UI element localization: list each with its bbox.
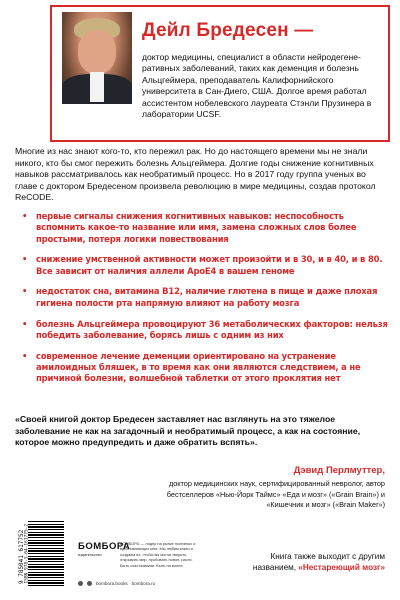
bullet-icon: • — [22, 211, 28, 221]
bullet-icon: • — [22, 254, 28, 265]
intro-paragraph: Многие из нас знают кого-то, кто пережил рак. Но до настоящего времени мы не знали никого, кто бы смог пережить болезнь Альцгеймера. Долгие годы снижение когнитивных навыков рассматривалось как необратимый процесс. Но в 2017 году группа ученых во главе с доктором Бредесеном произвела революцию в мире медицины, создав протокол ReCODE. — [15, 146, 376, 203]
author-bio: доктор медицины, специалист в области нейродегене-ративных заболеваний, таких как деменция и болезнь Альцгеймера, преподаватель Калифорнийского университета в Сан-Диего, США. Долгое время работал ассистентом нобелевского лауреата Стэнли Прузинера в лаборатории UCSF. — [142, 52, 372, 120]
fact-item: • первые сигналы снижения когнитивных навыков: неспособность вспомнить какое-то название или имя, замена сложных слов более простыми, потеря логики повествования — [22, 211, 357, 244]
bullet-icon: • — [22, 318, 28, 329]
publisher-social — [78, 581, 155, 586]
isbn-digits: 9 785041 617752 — [18, 529, 25, 584]
barcode-bars — [28, 520, 64, 586]
isbn-text: ISBN 978-5-04-161775-2 — [24, 523, 30, 584]
publisher-subtitle: издательство — [78, 553, 102, 557]
alternate-title-prefix: Книга также выходит с другим названием, — [252, 552, 385, 572]
quote-author: Дэвид Перлмуттер, — [293, 465, 385, 476]
publisher-description: БОМБОРА — лидер на рынке полезных и вдохновляющих книг. Мы любим книги и создаем их, чтобы вы могли творить, открывать мир, пробовать новое, расти. Быть счастливыми. Быть на волне. — [120, 541, 196, 568]
author-photo — [62, 12, 132, 104]
social-icon — [78, 581, 83, 586]
publisher-site: bombora.ru — [131, 581, 156, 586]
quote-credentials: доктор медицинских наук, сертифицированный невролог, автор бестселлеров «Нью-Йорк Таймс» «Еда и мозг» («Grain Brain») и «Кишечник и мозг» («Brain Maker») — [166, 479, 385, 509]
social-handle: bombora.books — [96, 581, 128, 586]
alternate-title: «Нестареющий мозг» — [298, 562, 385, 572]
review-quote: «Своей книгой доктор Бредесен заставляет нас взглянуть на это тяжелое заболевание не как на загадочный и необратимый процесс, а как на состояние, которое можно предупредить и даже обратить вспять». — [15, 414, 361, 448]
fact-item: • снижение умственной активности может произойти и в 30, и в 40, и в 80. Все зависит от наличия аллели ApoE4 в вашем геноме — [22, 254, 383, 276]
bullet-icon: • — [22, 350, 28, 361]
fact-item: • болезнь Альцгеймера провоцируют 36 метаболических факторов: нельзя победить заболевание, борясь лишь с одним из них — [22, 318, 388, 340]
facts-list — [22, 211, 388, 394]
fact-item: • недостаток сна, витамина B12, наличие глютена в пище и даже плохая гигиена полости рта напрямую влияют на работу мозга — [22, 286, 378, 308]
social-icon — [87, 581, 92, 586]
fact-item: • современное лечение деменции ориентировано на устранение амилоидных бляшек, в то время как они являются следствием, а не причиной болезни, волшебной таблетки от этого проклятия нет — [22, 350, 361, 384]
barcode — [16, 518, 66, 590]
alternate-title-note — [235, 552, 385, 574]
bullet-icon: • — [22, 286, 28, 297]
publisher-logo: БОМБОРА — [78, 541, 131, 552]
author-name: Дейл Бредесен — — [142, 20, 314, 41]
